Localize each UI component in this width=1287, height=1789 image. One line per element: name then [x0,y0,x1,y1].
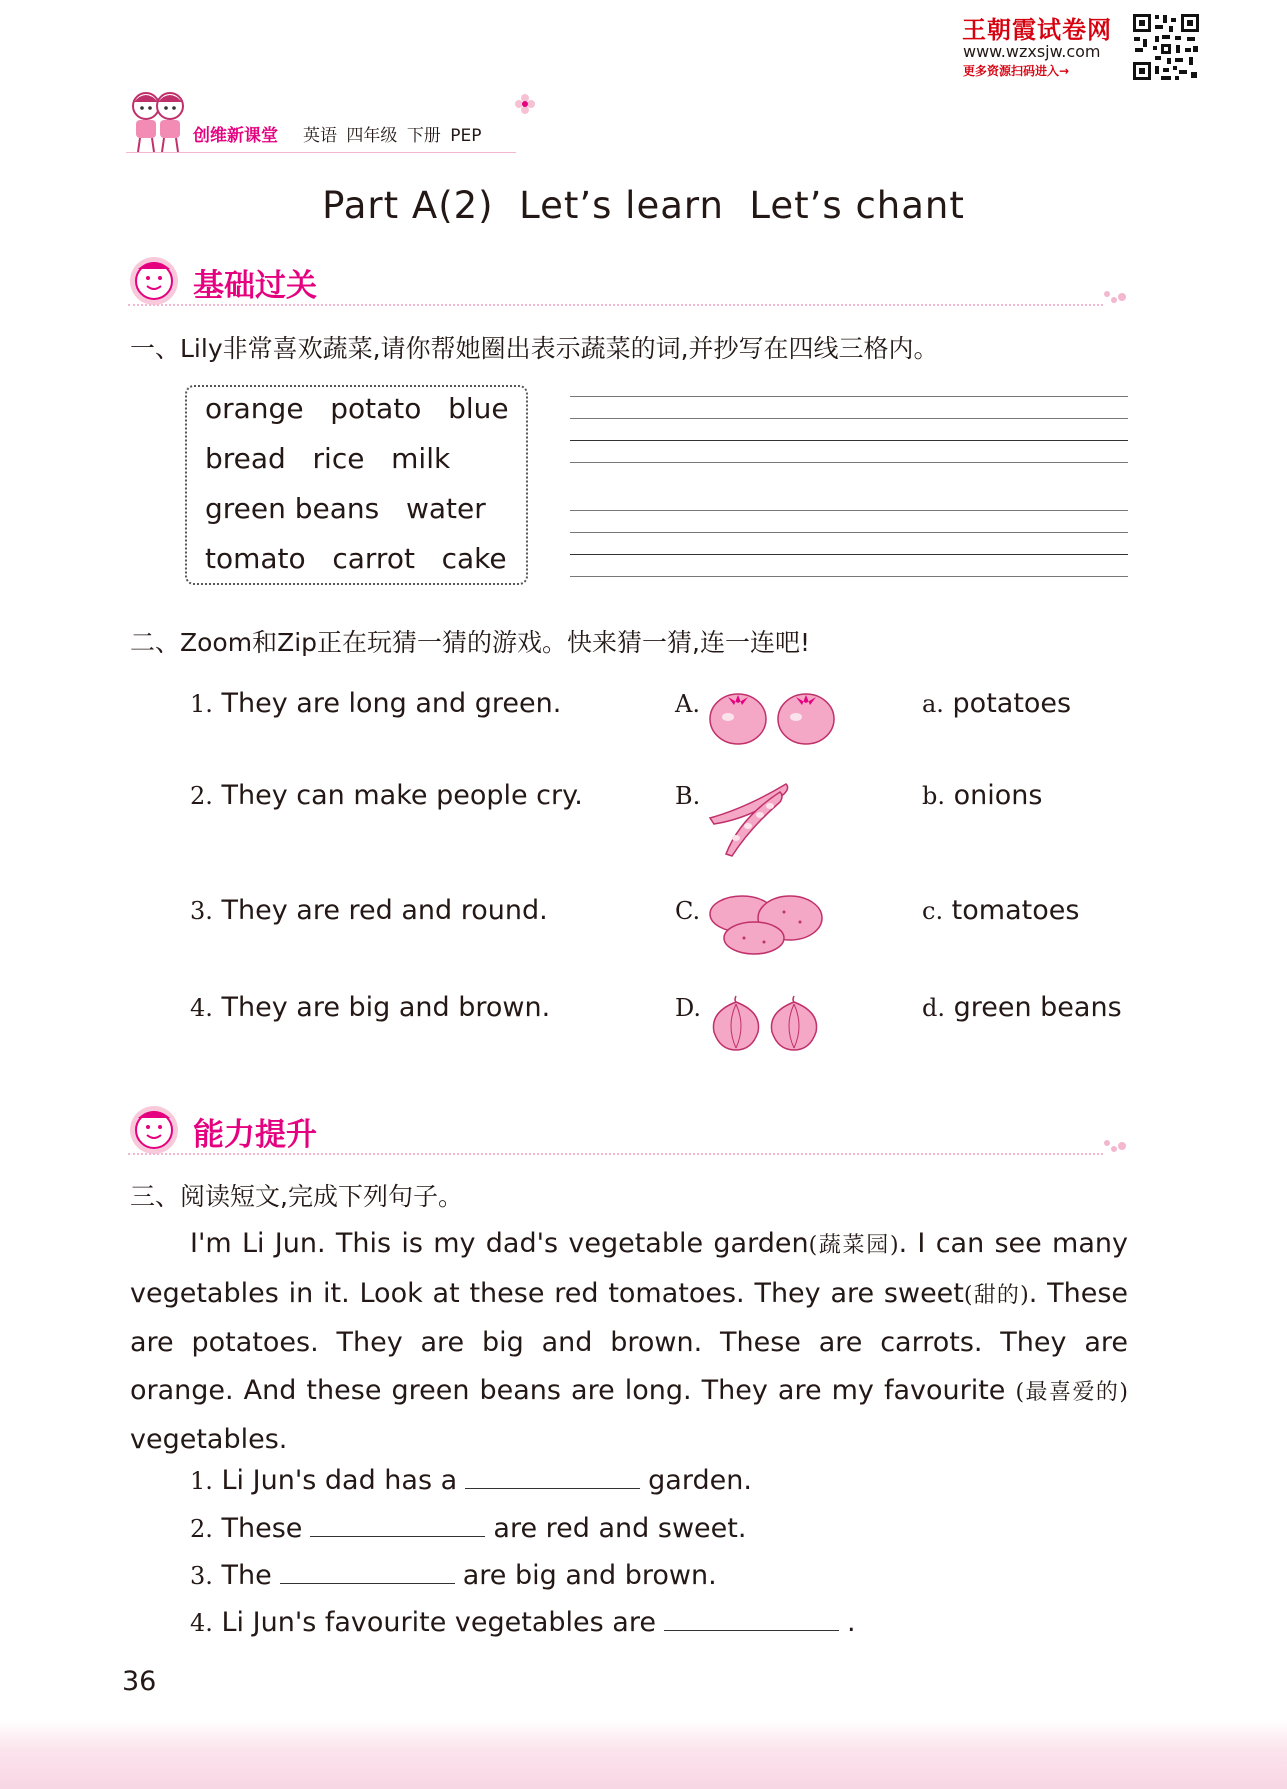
word-row[interactable]: orange potato blue [205,392,509,425]
word-row[interactable]: bread rice milk [205,442,451,475]
option-letter: d. [922,994,945,1022]
item-after: garden. [648,1465,752,1496]
book-grade: 四年级 [346,126,398,146]
word-row[interactable]: tomato carrot cake [205,542,507,575]
option-c[interactable] [922,895,1079,926]
option-letter: b. [922,782,945,810]
book-subject: 英语 [303,126,337,146]
question1-title: 一、Lily非常喜欢蔬菜,请你帮她圈出表示蔬菜的词,并抄写在四线三格内。 [130,334,939,363]
four-line-grid[interactable] [570,396,1128,465]
header-divider [126,152,516,153]
clue-text: They are long and green. [221,688,562,719]
page-number: 36 [122,1666,157,1697]
section-badge-icon [128,1104,180,1156]
item-number: 2. [190,1515,213,1543]
green-beans-picture-icon[interactable] [706,778,792,858]
fill-item-4 [190,1604,856,1638]
kids-mascot-icon [126,88,190,154]
section-title-basic: 基础过关 [193,268,317,304]
clue-number: 2. [190,782,213,810]
brand-more-resources: 更多资源扫码进入→ [963,64,1070,78]
passage-text: . These are potatoes. They are big and brown. These are carrots. They are orange. And these green beans are long. They are my favourite [130,1277,1129,1406]
four-line-grid[interactable] [570,510,1128,579]
item-number: 3. [190,1562,213,1590]
passage-gloss: (最喜爱的) [1015,1379,1128,1405]
question2-title: 二、Zoom和Zip正在玩猜一猜的游戏。快来猜一猜,连一连吧! [130,628,810,657]
answer-blank[interactable] [465,1462,640,1489]
option-word: tomatoes [951,895,1080,926]
option-a[interactable] [922,688,1071,719]
section-divider [128,304,1103,306]
passage-text: . I can see many vegetables in it. Look at these red tomatoes. They are sweet [130,1228,1128,1309]
clue-2[interactable] [190,780,583,811]
clue-number: 3. [190,897,213,925]
fill-item-3 [190,1557,717,1591]
picture-label-a: A. [675,690,700,718]
item-before: Li Jun's dad has a [221,1465,458,1496]
clue-1[interactable] [190,688,561,719]
clue-4[interactable] [190,992,550,1023]
answer-blank[interactable] [664,1604,839,1631]
dots-decoration-icon [1102,1139,1128,1153]
answer-blank[interactable] [310,1510,485,1537]
clue-number: 1. [190,690,213,718]
option-word: potatoes [952,688,1072,719]
section-divider [128,1153,1103,1155]
page-title: Part A(2) Let’s learn Let’s chant [322,184,965,227]
clue-number: 4. [190,994,213,1022]
picture-label-c: C. [675,897,701,925]
flower-decoration-icon [514,93,536,115]
clue-text: They are big and brown. [221,992,551,1023]
onions-picture-icon[interactable] [706,990,826,1054]
passage-text: I'm Li Jun. This is my dad's vegetable garden [190,1228,809,1259]
item-after: are red and sweet. [493,1513,747,1544]
option-letter: c. [922,897,944,925]
section-badge-icon [128,255,180,307]
question3-title: 三、阅读短文,完成下列句子。 [130,1182,463,1211]
clue-3[interactable] [190,895,548,926]
option-word: onions [953,780,1043,811]
option-b[interactable] [922,780,1042,811]
item-before: The [221,1560,272,1591]
picture-label-b: B. [675,782,701,810]
word-row[interactable]: green beans water [205,492,486,525]
passage-gloss: (蔬菜园) [808,1233,899,1258]
book-series-name: 创维新课堂 [193,126,278,146]
clue-text: They can make people cry. [221,780,583,811]
potatoes-picture-icon[interactable] [704,892,826,958]
item-before: These [221,1513,303,1544]
brand-url[interactable]: www.wzxsjw.com [963,42,1101,61]
picture-label-d: D. [675,994,702,1022]
fill-item-1 [190,1462,752,1496]
footer-band [0,1720,1287,1789]
book-edition: PEP [450,126,482,146]
item-number: 4. [190,1609,213,1637]
dots-decoration-icon [1102,290,1128,304]
fill-item-2 [190,1510,746,1544]
item-number: 1. [190,1467,213,1495]
qr-code-icon[interactable] [1131,12,1201,82]
tomatoes-picture-icon[interactable] [706,683,838,747]
option-word: green beans [953,992,1122,1023]
clue-text: They are red and round. [221,895,548,926]
reading-passage [130,1220,1128,1464]
option-letter: a. [922,690,944,718]
option-d[interactable] [922,992,1122,1023]
answer-blank[interactable] [280,1557,455,1584]
item-after: are big and brown. [462,1560,717,1591]
passage-gloss: (甜的) [963,1282,1029,1308]
item-before: Li Jun's favourite vegetables are [221,1607,656,1638]
book-volume: 下册 [406,126,441,146]
brand-title: 王朝霞试卷网 [962,16,1112,44]
item-after: . [846,1607,856,1638]
book-info [303,121,481,146]
section-title-advanced: 能力提升 [193,1117,317,1153]
passage-text: vegetables. [130,1424,288,1455]
